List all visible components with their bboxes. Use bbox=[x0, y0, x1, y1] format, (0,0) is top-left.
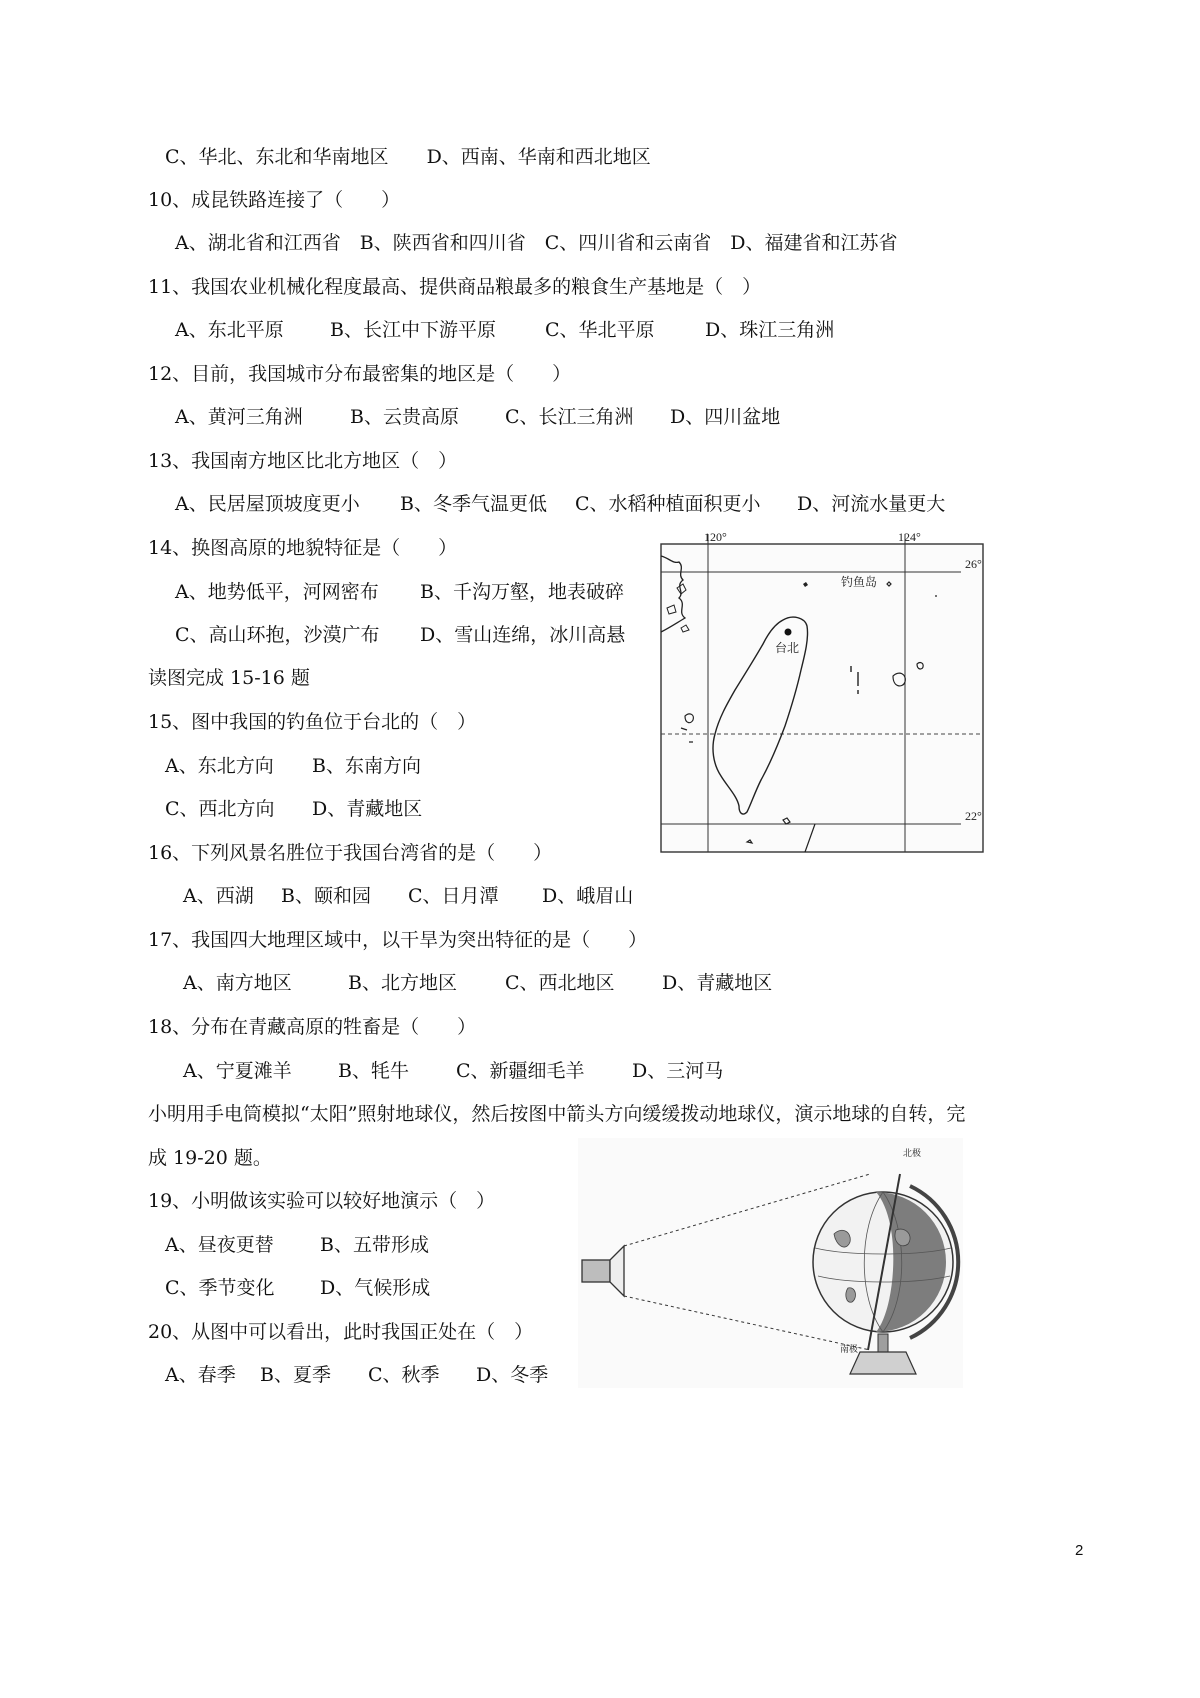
option-a: A、民居屋顶坡度更小 bbox=[175, 493, 360, 515]
q14-options-cd bbox=[175, 623, 625, 647]
option-d: D、冬季 bbox=[476, 1364, 549, 1386]
q17-options bbox=[183, 971, 772, 995]
globe-stand-post bbox=[878, 1334, 888, 1352]
option-d: D、青藏地区 bbox=[312, 798, 423, 820]
option-a: A、西湖 bbox=[183, 885, 254, 907]
globe-illustration bbox=[578, 1138, 963, 1388]
option-c: C、西北方向 bbox=[165, 798, 275, 820]
q10-options bbox=[175, 231, 898, 255]
option-b: B、北方地区 bbox=[348, 972, 457, 994]
option-d: D、三河马 bbox=[632, 1060, 724, 1082]
q11-options bbox=[175, 318, 834, 342]
option-d: D、福建省和江苏省 bbox=[730, 232, 898, 254]
option-d: D、峨眉山 bbox=[542, 885, 634, 907]
question-18: 18、分布在青藏高原的牲畜是（ ） bbox=[148, 1016, 477, 1038]
option-a: A、黄河三角洲 bbox=[175, 406, 303, 428]
question-12: 12、目前，我国城市分布最密集的地区是（ ） bbox=[148, 363, 572, 385]
option-a: A、东北方向 bbox=[165, 755, 274, 777]
q12-options bbox=[175, 405, 780, 429]
question-14: 14、换图高原的地貌特征是（ ） bbox=[148, 537, 458, 559]
q14-options-ab bbox=[175, 580, 624, 604]
question-19: 19、小明做该实验可以较好地演示（ ） bbox=[148, 1190, 496, 1212]
option-a: A、地势低平，河网密布 bbox=[175, 581, 379, 603]
q16-options bbox=[183, 884, 633, 908]
lon-label-120: 120° bbox=[704, 530, 727, 544]
option-d: D、雪山连绵，冰川高悬 bbox=[420, 624, 626, 646]
option-a: A、宁夏滩羊 bbox=[183, 1060, 292, 1082]
q18-options bbox=[183, 1059, 723, 1083]
lat-label-26: 26° bbox=[965, 557, 982, 571]
option-c: C、华北平原 bbox=[545, 319, 655, 341]
option-c: C、西北地区 bbox=[505, 972, 615, 994]
option-d: D、西南、华南和西北地区 bbox=[426, 146, 651, 168]
lat-label-22: 22° bbox=[965, 809, 982, 823]
option-a: A、东北平原 bbox=[175, 319, 284, 341]
intro-19-20-cont: 成 19-20 题。 bbox=[148, 1147, 272, 1169]
lon-label-124: 124° bbox=[898, 530, 921, 544]
option-c: C、日月潭 bbox=[408, 885, 499, 907]
map-frame bbox=[661, 544, 983, 852]
option-d: D、珠江三角洲 bbox=[705, 319, 835, 341]
option-a: A、南方地区 bbox=[183, 972, 292, 994]
flashlight-body bbox=[582, 1260, 610, 1282]
option-c: C、新疆细毛羊 bbox=[456, 1060, 585, 1082]
south-pole-label: 南极 bbox=[840, 1344, 859, 1354]
question-13: 13、我国南方地区比北方地区（ ） bbox=[148, 450, 458, 472]
option-b: B、千沟万壑，地表破碎 bbox=[420, 581, 624, 603]
globe-experiment-figure bbox=[578, 1138, 963, 1388]
q13-options bbox=[175, 492, 945, 516]
q19-options-cd bbox=[165, 1276, 430, 1300]
option-b: B、夏季 bbox=[260, 1364, 331, 1386]
taipei-label: 台北 bbox=[775, 641, 800, 655]
question-11: 11、我国农业机械化程度最高、提供商品粮最多的粮食生产基地是（ ） bbox=[148, 276, 762, 298]
option-b: B、牦牛 bbox=[338, 1060, 409, 1082]
option-c: C、长江三角洲 bbox=[505, 406, 634, 428]
q15-options-cd bbox=[165, 797, 422, 821]
option-c: C、四川省和云南省 bbox=[544, 232, 712, 254]
option-c: C、季节变化 bbox=[165, 1277, 275, 1299]
question-20: 20、从图中可以看出，此时我国正处在（ ） bbox=[148, 1321, 534, 1343]
question-10: 10、成昆铁路连接了（ ） bbox=[148, 189, 401, 211]
q9-options-cd bbox=[165, 145, 651, 169]
page-number: 2 bbox=[1075, 1542, 1084, 1559]
q19-options-ab bbox=[165, 1233, 429, 1257]
option-b: B、颐和园 bbox=[281, 885, 371, 907]
option-a: A、春季 bbox=[165, 1364, 236, 1386]
option-d: D、气候形成 bbox=[320, 1277, 431, 1299]
option-c: C、高山环抱，沙漠广布 bbox=[175, 624, 380, 646]
option-c: C、秋季 bbox=[368, 1364, 440, 1386]
option-b: B、东南方向 bbox=[312, 755, 421, 777]
question-16: 16、下列风景名胜位于我国台湾省的是（ ） bbox=[148, 842, 553, 864]
option-b: B、长江中下游平原 bbox=[330, 319, 496, 341]
option-b: B、冬季气温更低 bbox=[400, 493, 547, 515]
option-b: B、陕西省和四川省 bbox=[359, 232, 526, 254]
option-b: B、云贵高原 bbox=[350, 406, 459, 428]
taiwan-map-figure bbox=[655, 528, 990, 858]
option-d: D、四川盆地 bbox=[670, 406, 781, 428]
read-instruction-15-16: 读图完成 15-16 题 bbox=[148, 667, 310, 689]
q20-options bbox=[165, 1363, 548, 1387]
question-17: 17、我国四大地理区域中，以干旱为突出特征的是（ ） bbox=[148, 929, 648, 951]
option-c: C、水稻种植面积更小 bbox=[575, 493, 761, 515]
option-a: A、昼夜更替 bbox=[165, 1234, 274, 1256]
option-b: B、五带形成 bbox=[320, 1234, 429, 1256]
option-c: C、华北、东北和华南地区 bbox=[165, 146, 389, 168]
question-15: 15、图中我国的钓鱼位于台北的（ ） bbox=[148, 711, 477, 733]
option-d: D、青藏地区 bbox=[662, 972, 773, 994]
q15-options-ab bbox=[165, 754, 421, 778]
option-a: A、湖北省和江西省 bbox=[175, 232, 341, 254]
globe-stand-base bbox=[850, 1352, 916, 1374]
north-pole-label: 北极 bbox=[903, 1148, 922, 1158]
taipei-marker bbox=[785, 629, 792, 636]
intro-19-20: 小明用手电筒模拟“太阳”照射地球仪，然后按图中箭头方向缓缓拨动地球仪，演示地球的自转，完 bbox=[148, 1103, 966, 1125]
diaoyu-label: 钓鱼岛 bbox=[841, 575, 878, 589]
option-d: D、河流水量更大 bbox=[797, 493, 946, 515]
taiwan-map bbox=[655, 528, 990, 858]
